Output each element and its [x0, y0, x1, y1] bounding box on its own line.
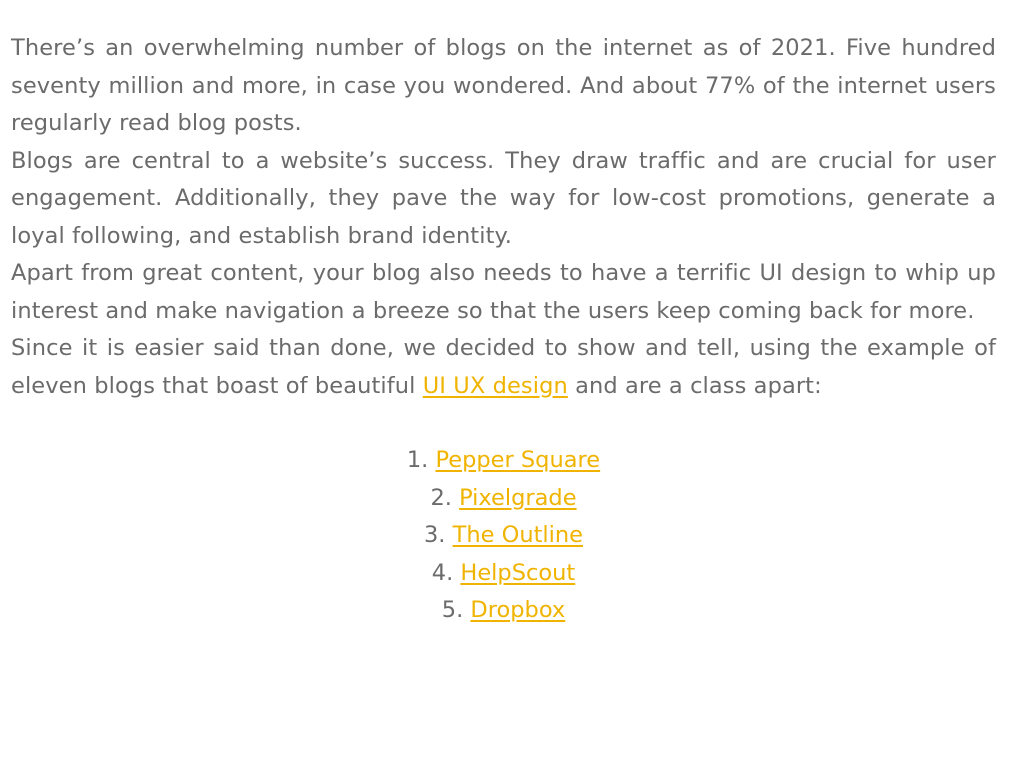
- blog-list: [11, 442, 996, 630]
- list-item: [11, 442, 996, 480]
- pixelgrade-link[interactable]: Pixelgrade: [459, 484, 577, 511]
- list-item-number: 1.: [406, 447, 429, 473]
- list-item-number: 5.: [441, 597, 464, 623]
- paragraph-blog-stats: There’s an overwhelming number of blogs on the internet as of 2021. Five hundred seventy million and more, in case you wondered. And about 77% of the internet users regularly read blog posts.: [11, 35, 996, 136]
- dropbox-link[interactable]: Dropbox: [470, 597, 566, 623]
- list-item-number: 2.: [430, 484, 452, 511]
- list-item: [11, 592, 996, 630]
- paragraph-ui-design: Apart from great content, your blog also needs to have a terrific UI design to whip up interest and make navigation a breeze so that the users keep coming back for more.: [11, 260, 996, 324]
- intro-text-before: Since it is easier said than done, we decided to show and tell, using the example of eleven blogs that boast of beautiful: [11, 335, 996, 399]
- paragraph-blog-importance: Blogs are central to a website’s success. They draw traffic and are crucial for user engagement. Additionally, they pave the way for low-cost promotions, generate a loyal following, and establish brand identity.: [11, 147, 996, 249]
- pepper-square-link[interactable]: Pepper Square: [435, 447, 601, 473]
- intro-text-after: and are a class apart:: [567, 372, 822, 399]
- helpscout-link[interactable]: HelpScout: [460, 559, 576, 586]
- paragraph-intro: [11, 330, 996, 405]
- list-item-number: 4.: [431, 559, 454, 586]
- list-item-number: 3.: [423, 522, 446, 548]
- list-item: [11, 517, 996, 555]
- list-item: [11, 555, 996, 593]
- the-outline-link[interactable]: The Outline: [452, 522, 584, 548]
- ui-ux-design-link[interactable]: UI UX design: [422, 372, 568, 399]
- list-item: [11, 480, 996, 518]
